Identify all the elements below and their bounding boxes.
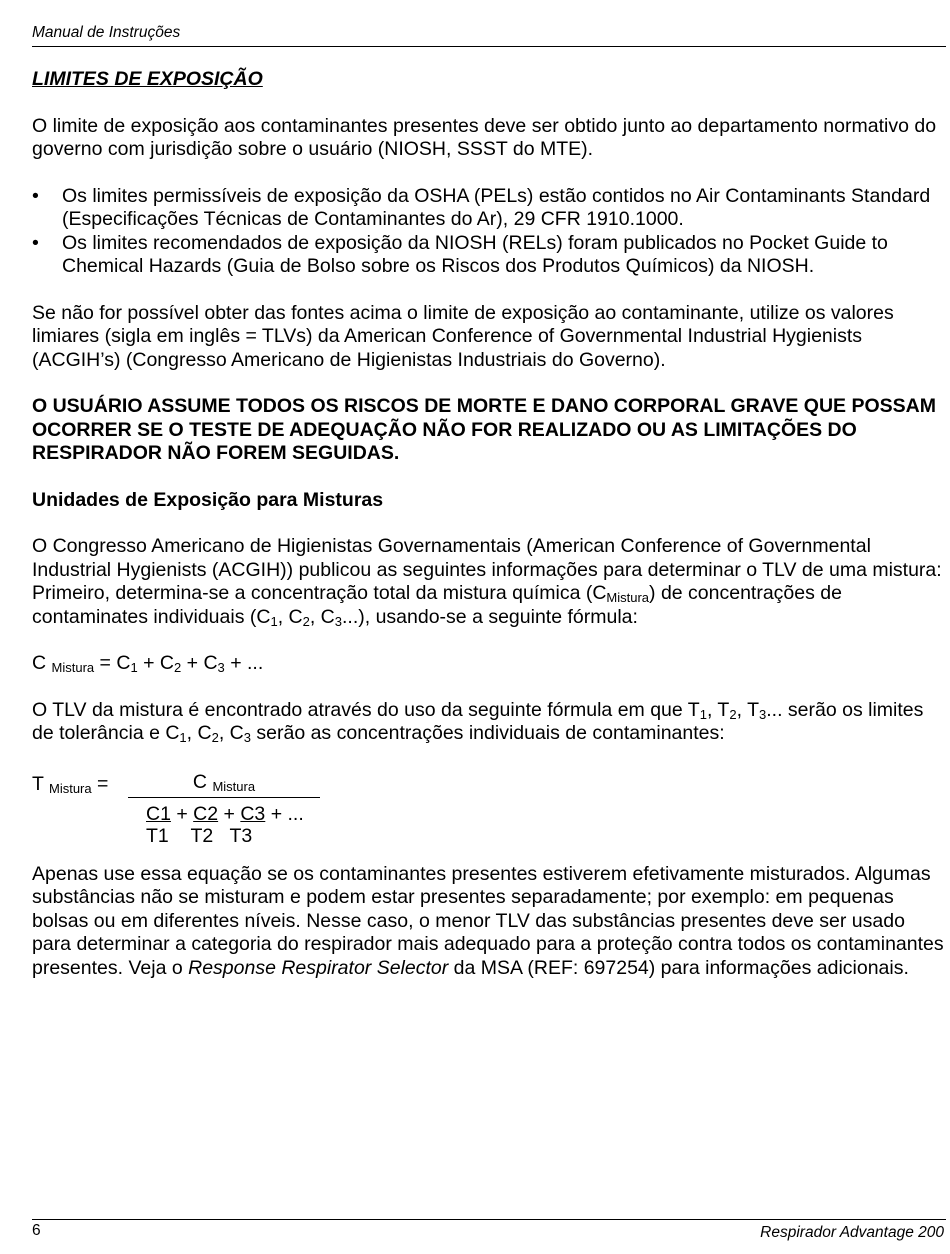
tlv-text: , C bbox=[186, 722, 212, 744]
formula-symbol: T bbox=[32, 772, 44, 795]
tlv-text: serão as concentrações individuais de contaminantes: bbox=[250, 722, 725, 744]
bullet-icon: • bbox=[32, 231, 39, 254]
mixtures-text: , C bbox=[277, 605, 303, 628]
tlv-paragraph: Se não for possível obter das fontes acima o limite de exposição ao contaminante, utilize os valores limiares (sigla em inglês = TLVs) da American Conference of Governmental Industrial Hygienists (ACGIH’s) (Congresso Americano de Higienistas Industriais do Governo). bbox=[32, 301, 894, 371]
mixtures-text: Primeiro, determina-se a concentração total da mistura química (C bbox=[32, 582, 607, 604]
formula-symbol: + ... bbox=[265, 802, 304, 825]
subscript: 2 bbox=[174, 660, 182, 675]
final-text: da MSA (REF: 697254) para informações adicionais. bbox=[448, 956, 909, 979]
list-item bbox=[32, 185, 946, 232]
mixtures-text: ) de concentrações de contaminates individuais (C bbox=[32, 582, 842, 628]
formula-denominator-limits bbox=[146, 825, 252, 849]
formula-symbol: + C bbox=[137, 652, 174, 674]
formula-symbol: T3 bbox=[229, 824, 253, 847]
final-paragraph bbox=[32, 863, 946, 981]
tlv-formula-intro bbox=[32, 699, 946, 746]
subscript: 2 bbox=[211, 730, 219, 745]
formula-symbol: C1 bbox=[146, 802, 171, 825]
formula-symbol: + bbox=[218, 802, 241, 825]
product-name: Response Respirator Selector bbox=[188, 956, 449, 979]
final-text: Apenas use essa equação se os contaminantes presentes estiverem efetivamente misturados. Algumas substâncias não se misturam e podem estar presentes separadamente; por exemplo: em pequenas bolsas ou em diferentes níveis. Nesse caso, o menor TLV das substâncias presentes deve ser usado para determinar a categoria do respirador mais adequado para a proteção contra todos os contaminantes presentes. Veja o bbox=[32, 862, 944, 979]
formula-symbol: = bbox=[91, 772, 109, 795]
subscript: Mistura bbox=[51, 660, 95, 675]
list-item bbox=[32, 232, 946, 279]
formula-symbol: C bbox=[32, 652, 47, 674]
subscript: 3 bbox=[334, 613, 342, 629]
formula-lhs bbox=[32, 773, 108, 797]
tlv-text: ... serão os limites de tolerância e C bbox=[32, 698, 924, 744]
section-title: LIMITES DE EXPOSIÇÃO bbox=[32, 68, 263, 90]
subscript: 1 bbox=[699, 706, 707, 722]
formula-numerator bbox=[128, 771, 320, 795]
warning-text: O USUÁRIO ASSUME TODOS OS RISCOS DE MORTE E DANO CORPORAL GRAVE QUE POSSAM OCORRER SE O TESTE DE ADEQUAÇÃO NÃO FOR REALIZADO OU AS LIMITAÇÕES DO RESPIRADOR NÃO FOREM SEGUIDAS. bbox=[32, 395, 936, 464]
formula-symbol: C3 bbox=[240, 802, 266, 825]
sum-formula bbox=[32, 652, 946, 676]
subscript: 3 bbox=[759, 706, 767, 722]
list-item-text: Os limites permissíveis de exposição da OSHA (PELs) estão contidos no Air Contaminants Standard (Especificações Técnicas de Contaminantes do Ar), 29 CFR 1910.1000. bbox=[62, 184, 931, 230]
formula-symbol: C bbox=[192, 770, 208, 793]
subheading: Unidades de Exposição para Misturas bbox=[32, 488, 384, 511]
formula-symbol: + C bbox=[181, 652, 218, 674]
formula-symbol: + bbox=[170, 802, 194, 825]
page-number: 6 bbox=[32, 1222, 41, 1239]
mixtures-line-1: O Congresso Americano de Higienistas Governamentais (American Conference of Governmental Industrial Hygienists (ACGIH)) publicou as seguintes informações para determinar o TLV de uma mistura: bbox=[32, 535, 942, 581]
mixtures-text: ...), usando-se a seguinte fórmula: bbox=[342, 605, 638, 628]
exposure-limits-list bbox=[32, 185, 946, 279]
mixtures-text: , C bbox=[309, 605, 335, 628]
formula-symbol: T2 bbox=[190, 824, 214, 847]
subscript: 3 bbox=[217, 660, 225, 675]
running-header bbox=[32, 24, 946, 47]
mixtures-paragraph bbox=[32, 535, 946, 629]
tlv-text: , C bbox=[218, 722, 244, 744]
subscript: 2 bbox=[729, 706, 737, 722]
subscript: 3 bbox=[243, 730, 251, 745]
footer-divider bbox=[32, 1219, 946, 1220]
footer-title: Respirador Advantage 200 bbox=[760, 1224, 944, 1241]
tlv-text: O TLV da mistura é encontrado através do uso da seguinte fórmula em que T bbox=[32, 698, 700, 721]
bullet-icon: • bbox=[32, 184, 39, 207]
page-body bbox=[32, 68, 946, 980]
formula-symbol: C2 bbox=[193, 802, 219, 825]
subscript: Mistura bbox=[606, 590, 650, 605]
mixture-tlv-formula bbox=[32, 769, 946, 849]
subscript: 1 bbox=[130, 660, 138, 675]
subscript: Mistura bbox=[48, 780, 92, 796]
header-title: Manual de Instruções bbox=[32, 24, 181, 41]
intro-paragraph: O limite de exposição aos contaminantes presentes deve ser obtido junto ao departamento normativo do governo com jurisdição sobre o usuário (NIOSH, SSST do MTE). bbox=[32, 114, 937, 160]
subscript: 1 bbox=[179, 730, 187, 745]
subscript: 2 bbox=[302, 613, 310, 629]
formula-symbol: = C bbox=[94, 652, 131, 674]
subscript: Mistura bbox=[212, 778, 256, 794]
subscript: 1 bbox=[270, 613, 278, 629]
list-item-text: Os limites recomendados de exposição da NIOSH (RELs) foram publicados no Pocket Guide to Chemical Hazards (Guia de Bolso sobre os Riscos dos Produtos Químicos) da NIOSH. bbox=[62, 231, 888, 277]
formula-symbol: + ... bbox=[224, 652, 264, 674]
fraction-line bbox=[128, 797, 320, 798]
tlv-text: , T bbox=[706, 698, 730, 721]
formula-denominator bbox=[146, 803, 304, 827]
formula-symbol: T1 bbox=[146, 824, 169, 847]
tlv-text: , T bbox=[736, 698, 759, 721]
